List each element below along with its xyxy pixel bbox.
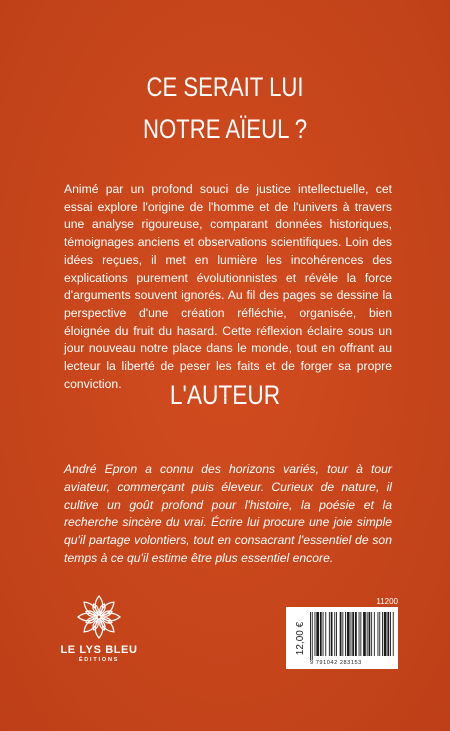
barcode-bar [384,612,387,656]
barcode-bar [371,612,372,656]
barcode-bar [351,612,352,656]
barcode-bar [369,612,371,656]
barcode-bar [316,612,319,656]
book-title-line-1: CE SERAIT LUI [146,72,304,102]
barcode-bar [334,612,335,656]
publisher-logo [58,594,140,663]
barcode-bar [331,612,333,656]
price-text: 12,00 € [295,621,307,655]
barcode-bar [390,612,391,656]
catalog-code: 11200 [376,597,398,606]
barcode-bar [310,612,311,660]
barcode-bar [336,612,337,656]
barcode-bar [323,612,324,656]
barcode-bar [359,612,360,656]
book-summary: Animé par un profond souci de justice intellectuelle, cet essai explore l'origine de l'homme et de l'univers à travers une analyse rigoureuse, comparant données historiques, témoignages anciens et observations scientifiques. Loin des idées reçues, il met en lumière les incohérences des explications purement évolutionnistes et révèle la force d'arguments souvent ignorés. Au fil des pages se dessine la perspective d'une création réfléchie, organisée, bien éloignée du fruit du hasard. Cette réflexion éclaire sous un jour nouveau notre place dans le monde, tout en offrant au lecteur la liberté de peser les faits et de forger sa propre conviction. [64,182,392,391]
barcode-bar [387,612,389,656]
barcode-bar [329,612,330,656]
barcode-bar [367,612,368,656]
lily-flower-icon [76,594,122,640]
barcode-bar [378,612,379,656]
book-title-line-2: NOTRE AÏEUL ? [142,114,308,144]
publisher-subtitle: ÉDITIONS [78,657,120,663]
barcode-bar [382,612,383,656]
author-heading: L'AUTEUR [169,380,281,410]
isbn-number: 9 791042 283153 [310,660,362,666]
barcode-bar [325,612,326,656]
barcode-bar [374,612,375,656]
barcode-bar [315,612,316,656]
barcode-bar [347,612,350,656]
barcode-bar [320,612,322,656]
barcode-bar [360,612,361,656]
barcode-bar [345,612,346,656]
barcode-bar [355,612,357,656]
barcode-bar [393,612,394,656]
publisher-name: LE LYS BLEU [60,644,138,656]
barcode-bar [379,612,380,656]
isbn-barcode [310,612,394,660]
barcode-bar [312,612,313,660]
barcode-bar [363,612,366,656]
author-bio: André Epron a connu des horizons variés, tour à tour aviateur, commerçant puis éleveur. Curieux de nature, il cultive un goût profond pour l'histoire, la poésie et la recherche sincère du vrai. Écrire lui procure une joie simple qu'il partage volontiers, tout en consacrant l'essentiel de son temps à ce qu'il estime être plus essentiel encore. [64,462,392,565]
barcode-bar [352,612,354,656]
barcode-bar [340,612,342,656]
barcode-bar [342,612,343,656]
